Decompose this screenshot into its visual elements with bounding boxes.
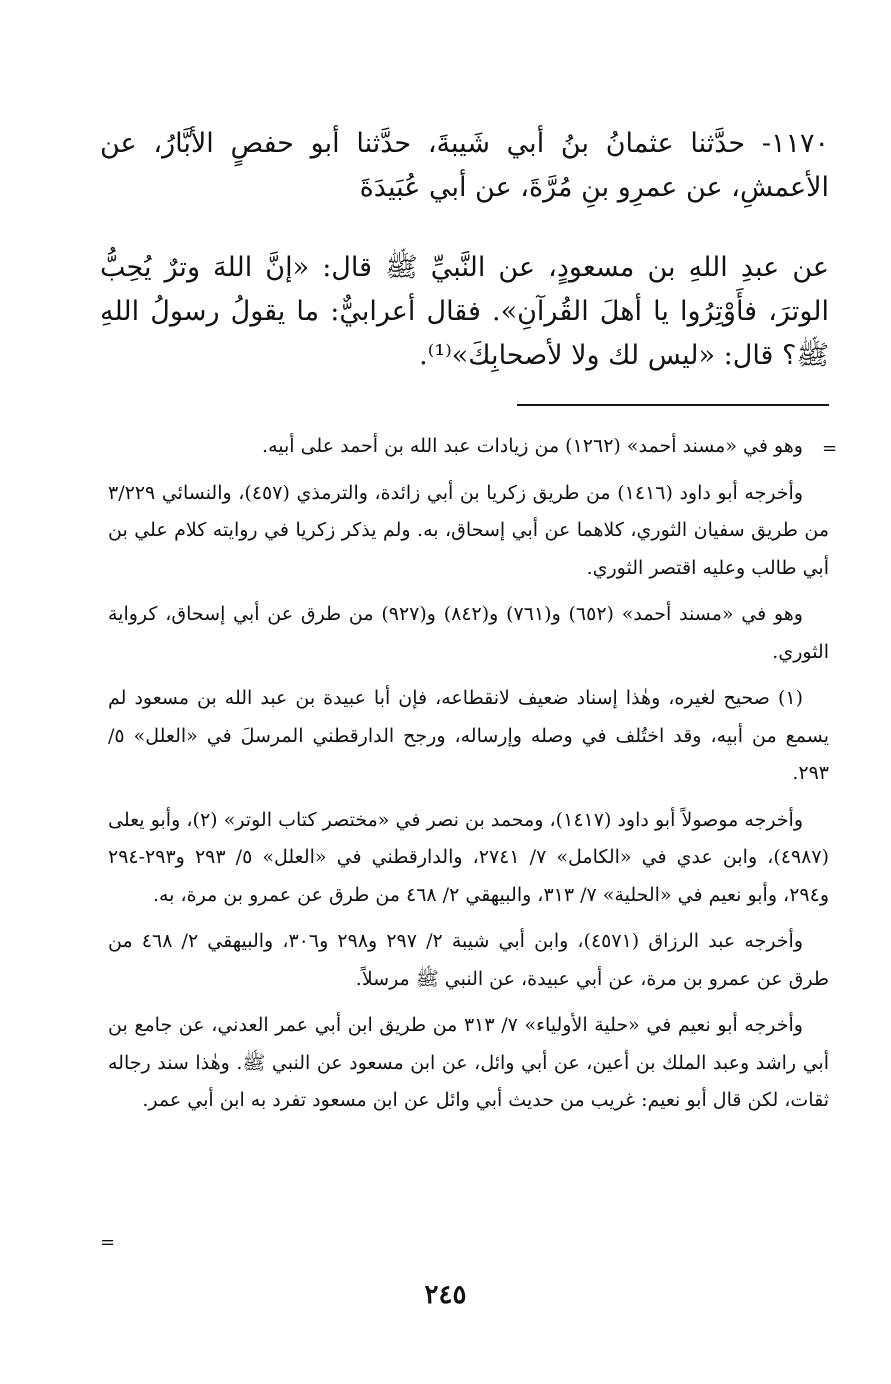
footnote-continuation-mark-bottom: = (100, 1232, 116, 1253)
footnote-paragraph: وأخرجه أبو نعيم في «حلية الأولياء» ٧/ ٣١٣ من طريق ابن أبي عمر العدني، عن جامع بن أبي راشد وعبد الملك بن أعين، عن أبي وائل، عن ابن مسعود عن النبي ﷺ. وهٰذا سند رجاله ثقات، لكن قال أبو نعيم: غريب من حديث أبي وائل عن ابن مسعود تفرد به ابن أبي عمر. (108, 1014, 829, 1111)
footnote-paragraph: وهو في «مسند أحمد» (١٢٦٢) من زيادات عبد الله بن أحمد على أبيه. (262, 435, 803, 457)
footnote-continuation-mark-top: = (822, 438, 838, 459)
footnote-separator (517, 404, 829, 406)
footnotes-section (108, 428, 829, 1129)
hadith-chain (100, 122, 829, 210)
hadith-body (100, 246, 829, 378)
footnote-paragraph: وهو في «مسند أحمد» (٦٥٢) و(٧٦١) و(٨٤٢) و(٩٢٧) من طرق عن أبي إسحاق، كرواية الثوري. (108, 603, 829, 663)
footnote-paragraph: وأخرجه موصولاً أبو داود (١٤١٧)، ومحمد بن نصر في «مختصر كتاب الوتر» (٢)، وأبو يعلى (٤٩٨٧)، وابن عدي في «الكامل» ٧/ ٢٧٤١، والدارقطني في «العلل» ٥/ ٢٩٣ و٢٩٣-٢٩٤ و٢٩٤، وأبو نعيم في «الحلية» ٧/ ٣١٣، والبيهقي ٢/ ٤٦٨ من طرق عن عمرو بن مرة، به. (108, 808, 829, 906)
footnote-paragraph: وأخرجه عبد الرزاق (٤٥٧١)، وابن أبي شيبة ٢/ ٢٩٧ و٢٩٨ و٣٠٦، والبيهقي ٢/ ٤٦٨ من طرق عن عمرو بن مرة، عن أبي عبيدة، عن النبي ﷺ مرسلاً. (108, 930, 829, 990)
page-number: ٢٤٥ (424, 1280, 467, 1310)
footnote-paragraph: (١) صحيح لغيره، وهٰذا إسناد ضعيف لانقطاعه، فإن أبا عبيدة بن عبد الله بن مسعود لم يسمع من أبيه، وقد اختُلف في وصله وإرساله، ورجح الدارقطني المرسلَ في «العلل» ٥/ ٢٩٣. (108, 687, 829, 784)
hadith-matn-text: عن عبدِ اللهِ بن مسعودٍ، عن النَّبيِّ ﷺ قال: «إنَّ اللهَ وترٌ يُحِبُّ الوترَ، فأَوْتِرُوا يا أهلَ القُرآنِ». فقال أعرابيٌّ: ما يقولُ رسولُ اللهِ ﷺ؟ قال: «ليس لك ولا لأصحابِكَ»⁽¹⁾. (100, 252, 829, 371)
hadith-isnad-text: ١١٧٠- حدَّثنا عثمانُ بنُ أبي شَيبةَ، حدَّثنا أبو حفصٍ الأبَّارُ، عن الأعمشِ، عن عمرِو بنِ مُرَّةَ، عن أبي عُبَيدَةَ (100, 128, 829, 203)
footnote-paragraph: وأخرجه أبو داود (١٤١٦) من طريق زكريا بن أبي زائدة، والترمذي (٤٥٧)، والنسائي ٣/٢٢٩ من طريق سفيان الثوري، كلاهما عن أبي إسحاق، به. ولم يذكر زكريا في روايته كلام علي بن أبي طالب وعليه اقتصر الثوري. (108, 481, 829, 579)
